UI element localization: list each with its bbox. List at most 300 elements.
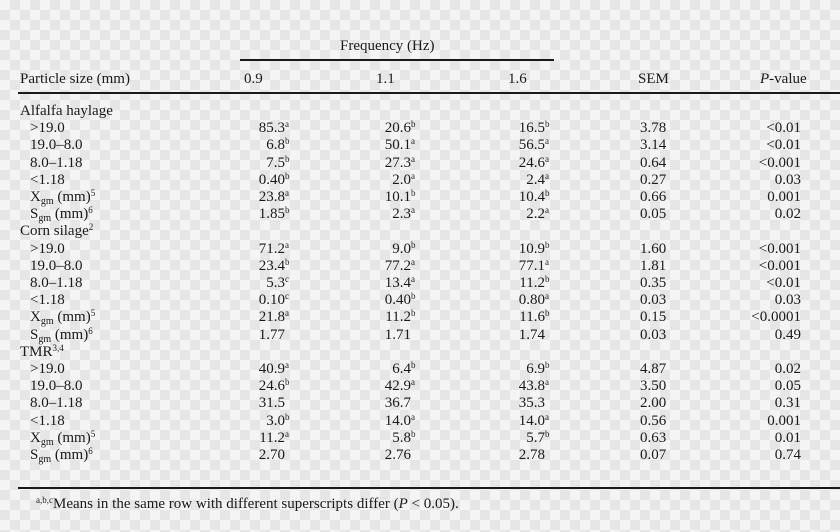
cell-superscript-box [411, 360, 418, 378]
cell-number: 77.1 [518, 257, 545, 274]
cell-superscript: b [285, 170, 290, 181]
row-label [30, 154, 83, 172]
pvalue-cell: 0.05 [774, 378, 801, 395]
row-label-subscript: gm [40, 196, 54, 207]
row-label-text: >19.0 [30, 361, 65, 377]
header-frequency: Frequency (Hz) [340, 38, 435, 54]
row-label [30, 412, 65, 430]
header-col-0-9: 0.9 [244, 71, 263, 87]
cell-superscript: b [285, 153, 290, 164]
table-cell-value [338, 308, 418, 326]
table-cell-value [338, 291, 418, 309]
row-label-unit: (mm) [51, 447, 89, 463]
cell-superscript: a [411, 153, 415, 164]
pvalue-cell: 0.01 [774, 429, 801, 446]
cell-superscript-box [285, 412, 292, 430]
section-label [20, 343, 64, 361]
cell-number: 0.80 [518, 292, 545, 309]
row-label-text: 8.0–1.18 [30, 395, 83, 412]
cell-number: 0.40 [258, 171, 285, 188]
cell-superscript: c [285, 274, 289, 284]
cell-superscript: b [285, 411, 290, 422]
cell-number: 0.40 [384, 292, 411, 309]
cell-superscript-box [411, 412, 418, 430]
section-label-sup: 3,4 [52, 342, 64, 353]
table-cell-value [472, 308, 552, 326]
cell-number: 1.74 [518, 326, 545, 343]
row-label-subscript: gm [38, 213, 52, 225]
row-label [30, 274, 83, 292]
cell-superscript-box [545, 119, 552, 137]
table-cell-value [338, 412, 418, 430]
row-label-unit: (mm) [53, 189, 91, 205]
cell-superscript-box [285, 257, 292, 275]
cell-superscript-box [545, 257, 552, 275]
section-label-text: TMR [20, 343, 53, 360]
sem-cell: 1.81 [640, 257, 667, 274]
cell-superscript: b [545, 428, 550, 439]
cell-number: 10.1 [384, 189, 411, 205]
cell-number: 2.3 [392, 206, 411, 223]
table-cell-value [472, 136, 552, 154]
cell-number: 27.3 [384, 154, 411, 171]
cell-number: 7.5 [266, 154, 285, 171]
cell-superscript: a [411, 274, 415, 284]
cell-superscript: a [285, 119, 289, 130]
cell-superscript-box [285, 429, 292, 447]
cell-superscript-box [285, 154, 292, 172]
cell-number: 6.8 [266, 137, 285, 154]
row-label-footnote: 5 [90, 188, 96, 198]
sem-cell: 0.15 [640, 309, 667, 326]
table-cell-value [338, 446, 418, 464]
cell-superscript: a [545, 377, 549, 388]
table-cell-value [472, 274, 552, 292]
table-cell-value [338, 171, 418, 189]
frequency-rule [240, 59, 554, 61]
row-label-footnote: 5 [90, 308, 96, 319]
sem-cell: 4.87 [640, 361, 667, 377]
table-cell-value [472, 291, 552, 309]
cell-superscript: a [411, 377, 415, 388]
cell-superscript-box [545, 188, 552, 206]
table-cell-value [212, 188, 292, 206]
cell-superscript-box [411, 377, 418, 395]
cell-superscript-box [545, 412, 552, 430]
cell-superscript-box [411, 205, 418, 223]
table-cell-value [212, 291, 292, 309]
row-label-footnote: 6 [88, 205, 93, 216]
pvalue-cell: <0.01 [766, 137, 801, 154]
cell-number: 1.77 [258, 326, 285, 343]
cell-superscript: a [545, 256, 549, 267]
row-label-subscript: gm [38, 454, 52, 465]
row-label [30, 188, 95, 206]
cell-superscript-box [545, 377, 552, 395]
table-cell-value [212, 360, 292, 378]
cell-superscript: b [545, 119, 550, 130]
cell-superscript-box [285, 205, 292, 223]
cell-superscript: c [285, 291, 289, 302]
sem-cell: 0.27 [640, 171, 667, 188]
row-label-subscript: gm [40, 436, 54, 448]
row-label [30, 205, 93, 223]
cell-number: 3.0 [266, 412, 285, 429]
cell-number: 0.10 [258, 292, 285, 309]
cell-superscript: b [411, 360, 416, 370]
cell-superscript: b [285, 377, 290, 388]
row-label-text: 19.0–8.0 [30, 137, 83, 154]
cell-number: 85.3 [258, 120, 285, 137]
row-label [30, 446, 93, 464]
cell-superscript: a [285, 428, 289, 439]
cell-superscript: b [411, 188, 416, 198]
table-cell-value [472, 205, 552, 223]
row-label [30, 360, 65, 378]
table-cell-value [472, 188, 552, 206]
cell-superscript: b [411, 291, 416, 302]
cell-superscript: b [285, 205, 290, 216]
cell-superscript-box [411, 136, 418, 154]
cell-superscript-box [285, 377, 292, 395]
sem-cell: 3.14 [640, 137, 667, 154]
section-label-sup: 2 [88, 222, 94, 233]
row-label [30, 291, 65, 309]
cell-superscript: a [411, 170, 415, 181]
section-label-text: Alfalfa haylage [20, 103, 113, 119]
cell-number: 13.4 [384, 275, 411, 291]
row-label [30, 119, 65, 137]
row-label [30, 308, 95, 326]
cell-superscript-box [285, 136, 292, 154]
table-cell-value [212, 119, 292, 137]
row-label-text: S [30, 206, 39, 223]
cell-superscript: a [285, 239, 289, 250]
section-label-text: Corn silage [20, 223, 89, 240]
table-cell-value [338, 205, 418, 223]
cell-number: 5.8 [392, 429, 411, 446]
row-label-text: <1.18 [30, 292, 65, 309]
table-cell-value [472, 446, 552, 464]
cell-superscript-box [285, 171, 292, 189]
table-cell-value [212, 240, 292, 258]
cell-superscript-box [545, 429, 552, 447]
sem-cell: 0.66 [640, 189, 667, 205]
table-cell-value [338, 119, 418, 137]
cell-number: 5.7 [526, 429, 545, 446]
cell-superscript: b [285, 256, 290, 267]
cell-superscript-box [545, 136, 552, 154]
cell-number: 11.2 [519, 275, 545, 291]
row-label [30, 136, 83, 154]
row-label-unit: (mm) [51, 326, 89, 343]
cell-number: 10.9 [518, 240, 545, 257]
cell-superscript-box [285, 291, 292, 309]
footnote-p: P [398, 496, 408, 512]
pvalue-cell: 0.03 [774, 171, 801, 188]
cell-superscript: a [285, 308, 289, 319]
cell-superscript-box [545, 171, 552, 189]
cell-superscript: a [545, 205, 549, 216]
cell-superscript-box [411, 257, 418, 275]
row-label-text: 19.0–8.0 [30, 378, 83, 395]
sem-cell: 0.63 [640, 429, 667, 446]
cell-superscript: b [411, 308, 416, 319]
cell-number: 23.4 [258, 257, 285, 274]
pvalue-cell: 0.001 [767, 189, 801, 205]
cell-number: 5.3 [266, 275, 285, 291]
table-cell-value [212, 136, 292, 154]
cell-number: 11.2 [259, 429, 285, 446]
cell-number: 2.78 [518, 447, 545, 463]
cell-superscript: b [545, 360, 550, 370]
row-label-footnote: 6 [88, 446, 93, 456]
cell-superscript-box [411, 291, 418, 309]
cell-superscript: b [411, 119, 416, 130]
table-cell-value [338, 326, 418, 344]
cell-superscript: a [545, 153, 549, 164]
table-cell-value [212, 412, 292, 430]
pvalue-cell: <0.001 [758, 240, 801, 257]
sem-cell: 0.35 [640, 275, 667, 291]
cell-superscript-box [411, 188, 418, 206]
cell-superscript: a [545, 291, 549, 302]
pvalue-cell: 0.49 [774, 326, 801, 343]
table-cell-value [212, 205, 292, 223]
cell-superscript: a [411, 411, 415, 422]
cell-number: 2.76 [384, 447, 411, 463]
row-label-footnote: 5 [90, 428, 96, 439]
cell-superscript: b [545, 274, 550, 284]
cell-number: 14.0 [384, 412, 411, 429]
table-cell-value [338, 360, 418, 378]
table-cell-value [212, 274, 292, 292]
bottom-rule [18, 487, 840, 489]
cell-superscript: b [411, 428, 416, 439]
cell-number: 1.85 [258, 206, 285, 223]
row-label-text: <1.18 [30, 171, 65, 188]
cell-superscript-box [545, 274, 552, 292]
table-cell-value [338, 377, 418, 395]
cell-superscript-box [285, 188, 292, 206]
sem-cell: 0.56 [640, 412, 667, 429]
row-label [30, 257, 83, 275]
cell-superscript-box [411, 429, 418, 447]
cell-superscript-box [545, 291, 552, 309]
pvalue-cell: 0.31 [774, 395, 801, 412]
cell-superscript-box [285, 119, 292, 137]
footnote-rest: < 0.05). [407, 496, 459, 512]
pvalue-cell: <0.001 [758, 154, 801, 171]
cell-number: 77.2 [384, 257, 411, 274]
cell-superscript: a [285, 360, 289, 370]
cell-superscript: b [545, 239, 550, 250]
cell-number: 20.6 [384, 120, 411, 137]
table-cell-value [472, 377, 552, 395]
row-label-unit: (mm) [53, 309, 91, 326]
table-cell-value [212, 257, 292, 275]
table-cell-value [212, 326, 292, 344]
cell-superscript: a [545, 170, 549, 181]
row-label-subscript: gm [38, 333, 52, 345]
table-cell-value [472, 394, 552, 412]
table-cell-value [338, 274, 418, 292]
row-label-text: 8.0–1.18 [30, 154, 83, 171]
cell-superscript-box [411, 274, 418, 292]
pvalue-cell: 0.02 [774, 206, 801, 223]
table-cell-value [212, 429, 292, 447]
table-cell-value [338, 154, 418, 172]
section-label [20, 102, 113, 120]
cell-superscript-box [411, 119, 418, 137]
pvalue-cell: <0.0001 [751, 309, 801, 326]
cell-superscript: a [411, 205, 415, 216]
cell-number: 10.4 [518, 189, 545, 205]
sem-cell: 3.50 [640, 378, 667, 395]
sem-cell: 0.07 [640, 447, 667, 463]
cell-number: 14.0 [518, 412, 545, 429]
row-label-text: 19.0–8.0 [30, 257, 83, 274]
row-label [30, 326, 93, 344]
cell-number: 2.0 [392, 171, 411, 188]
header-rule [18, 92, 840, 94]
cell-superscript-box [411, 154, 418, 172]
cell-superscript-box [285, 274, 292, 292]
table-cell-value [472, 360, 552, 378]
sem-cell: 0.05 [640, 206, 667, 223]
cell-superscript-box [411, 171, 418, 189]
footnote-sup: a,b,c [36, 495, 53, 505]
row-label-unit: (mm) [53, 429, 91, 446]
cell-number: 42.9 [384, 378, 411, 395]
table-cell-value [472, 326, 552, 344]
cell-number: 11.2 [385, 309, 411, 326]
cell-number: 31.5 [258, 395, 285, 412]
cell-number: 2.70 [258, 447, 285, 463]
cell-number: 35.3 [518, 395, 545, 412]
cell-superscript: a [411, 256, 415, 267]
row-label-text: S [30, 326, 39, 343]
header-pvalue [760, 70, 807, 88]
cell-number: 16.5 [518, 120, 545, 137]
header-sem: SEM [638, 71, 669, 87]
sem-cell: 3.78 [640, 120, 667, 137]
cell-number: 2.4 [526, 171, 545, 188]
cell-superscript: b [411, 239, 416, 250]
row-label-text: >19.0 [30, 240, 65, 257]
footnote-text: Means in the same row with different superscripts differ ( [53, 496, 399, 512]
sem-cell: 0.64 [640, 154, 667, 171]
row-label [30, 394, 83, 412]
cell-superscript: a [545, 136, 549, 147]
cell-superscript-box [285, 360, 292, 378]
table-cell-value [212, 446, 292, 464]
sem-cell: 1.60 [640, 240, 667, 257]
cell-number: 43.8 [518, 378, 545, 395]
row-label-text: X [30, 309, 41, 326]
cell-superscript-box [545, 154, 552, 172]
cell-superscript: a [545, 411, 549, 422]
cell-number: 24.6 [518, 154, 545, 171]
row-label [30, 171, 65, 189]
row-label-text: 8.0–1.18 [30, 275, 83, 291]
cell-superscript-box [411, 240, 418, 258]
table-cell-value [212, 394, 292, 412]
table-cell-value [472, 429, 552, 447]
cell-number: 36.7 [384, 395, 411, 412]
cell-superscript: a [411, 136, 415, 147]
header-particle-size: Particle size (mm) [20, 71, 130, 87]
cell-number: 40.9 [258, 361, 285, 377]
cell-superscript-box [285, 240, 292, 258]
table-cell-value [338, 240, 418, 258]
cell-superscript-box [285, 308, 292, 326]
table-cell-value [338, 394, 418, 412]
cell-superscript: b [545, 188, 550, 198]
cell-superscript-box [545, 240, 552, 258]
cell-superscript-box [545, 205, 552, 223]
cell-superscript-box [411, 308, 418, 326]
table-cell-value [338, 188, 418, 206]
pvalue-cell: <0.001 [758, 257, 801, 274]
row-label [30, 429, 95, 447]
table-cell-value [212, 377, 292, 395]
cell-number: 50.1 [384, 137, 411, 154]
sem-cell: 2.00 [640, 395, 667, 412]
header-pvalue-p: P [760, 71, 770, 87]
footnote [36, 495, 459, 513]
row-label [30, 377, 83, 395]
table-cell-value [338, 136, 418, 154]
pvalue-cell: <0.01 [766, 120, 801, 137]
row-label-unit: (mm) [51, 206, 89, 223]
pvalue-cell: 0.001 [767, 412, 801, 429]
table-cell-value [472, 154, 552, 172]
cell-number: 1.71 [384, 326, 411, 343]
cell-superscript: b [285, 136, 290, 147]
cell-number: 71.2 [258, 240, 285, 257]
cell-number: 6.9 [526, 361, 545, 377]
sem-cell: 0.03 [640, 292, 667, 309]
cell-number: 9.0 [392, 240, 411, 257]
cell-superscript: b [545, 308, 550, 319]
table-cell-value [212, 308, 292, 326]
row-label-text: X [30, 189, 41, 205]
pvalue-cell: 0.02 [774, 361, 801, 377]
cell-number: 21.8 [258, 309, 285, 326]
pvalue-cell: 0.03 [774, 292, 801, 309]
cell-number: 24.6 [258, 378, 285, 395]
table-cell-value [472, 119, 552, 137]
row-label [30, 240, 65, 258]
table-cell-value [472, 257, 552, 275]
row-label-text: S [30, 447, 39, 463]
table-cell-value [472, 412, 552, 430]
row-label-text: >19.0 [30, 120, 65, 137]
cell-superscript: a [285, 188, 289, 198]
pvalue-cell: 0.74 [774, 447, 801, 463]
table-cell-value [338, 257, 418, 275]
cell-number: 23.8 [258, 189, 285, 205]
header-pvalue-rest: -value [769, 71, 807, 87]
header-col-1-6: 1.6 [508, 71, 527, 87]
table-cell-value [472, 171, 552, 189]
cell-number: 2.2 [526, 206, 545, 223]
table-cell-value [338, 429, 418, 447]
cell-superscript-box [545, 360, 552, 378]
table-cell-value [212, 154, 292, 172]
cell-number: 11.6 [519, 309, 545, 326]
